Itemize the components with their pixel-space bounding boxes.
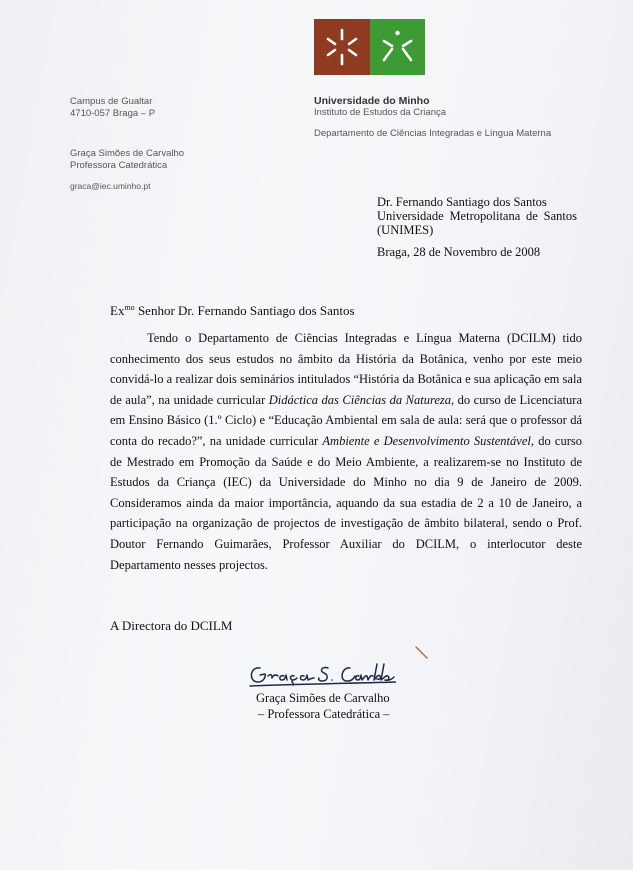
- sender-author: [70, 148, 184, 171]
- logo-left-panel: [314, 19, 370, 75]
- body-part-2: , do curso de Licenciatura em Ensino Básico (1.º Ciclo) e “Educação Ambiental em sala de aula: será que o professor dá conta do recado?”, na unidade curricular: [110, 392, 582, 448]
- salutation-rest: Senhor Dr. Fernando Santiago dos Santos: [134, 303, 355, 318]
- address-line-1: Campus de Gualtar: [70, 96, 153, 107]
- sender-email: graca@iec.uminho.pt: [70, 181, 151, 191]
- course-unit-2: Ambiente e Desenvolvimento Sustentável,: [322, 433, 534, 448]
- letter-closing: A Directora do DCILM: [110, 618, 233, 633]
- recipient-name: Dr. Fernando Santiago dos Santos: [377, 195, 547, 209]
- pen-mark-icon: [415, 646, 429, 660]
- signatory-name: Graça Simões de Carvalho: [256, 691, 390, 705]
- author-title: Professora Catedrática: [70, 159, 168, 171]
- university-name: Universidade do Minho: [314, 95, 430, 107]
- address-line-2: 4710-057 Braga – P: [70, 107, 156, 119]
- course-unit-1: Didáctica das Ciências da Natureza: [268, 392, 452, 407]
- body-part-1: Tendo o Departamento de Ciências Integradas e Língua Materna (DCILM) tido conhecimento dos seus estudos no âmbito da História da Botânica, venho por este meio convidá-lo a realizar dois seminários intitulados “História da Botânica e sua aplicação em sala de aula”, na unidade curricular: [110, 331, 582, 407]
- university-logo: [314, 19, 425, 75]
- logo-star-icon-right: [370, 19, 425, 75]
- salutation-prefix: Ex: [110, 303, 125, 318]
- recipient-block: [377, 195, 577, 237]
- institute-name: Instituto de Estudos da Criança: [314, 107, 447, 118]
- letter-body: [110, 328, 582, 575]
- logo-right-panel: [370, 19, 425, 75]
- university-header: [314, 95, 551, 139]
- handwritten-signature: [246, 656, 396, 692]
- recipient-institution: Universidade Metropolitana de Santos: [377, 209, 577, 223]
- author-name: Graça Simões de Carvalho: [70, 148, 185, 159]
- logo-star-icon-left: [314, 19, 370, 75]
- department-name: Departamento de Ciências Integradas e Língua Materna: [314, 128, 552, 139]
- salutation: [110, 303, 355, 319]
- signatory-title: – Professora Catedrática –: [258, 707, 390, 721]
- salutation-superscript: mo: [124, 303, 135, 312]
- recipient-acronym: (UNIMES): [377, 223, 434, 237]
- letter-date: Braga, 28 de Novembro de 2008: [377, 245, 541, 259]
- body-part-3: do curso de Mestrado em Promoção da Saúde e do Meio Ambiente, a realizarem-se no Instituto de Estudos da Criança (IEC) da Universidade do Minho no dia 9 de Janeiro de 2009. Consideramos ainda da maior importância, aquando da sua estadia de 2 a 10 de Janeiro, a participação na organização de projectos de investigação de âmbito bilateral, sendo o Prof. Doutor Fernando Guimarães, Professor Auxiliar do DCILM, o interlocutor deste Departamento nesses projectos.: [110, 433, 582, 572]
- sender-address: [70, 96, 155, 119]
